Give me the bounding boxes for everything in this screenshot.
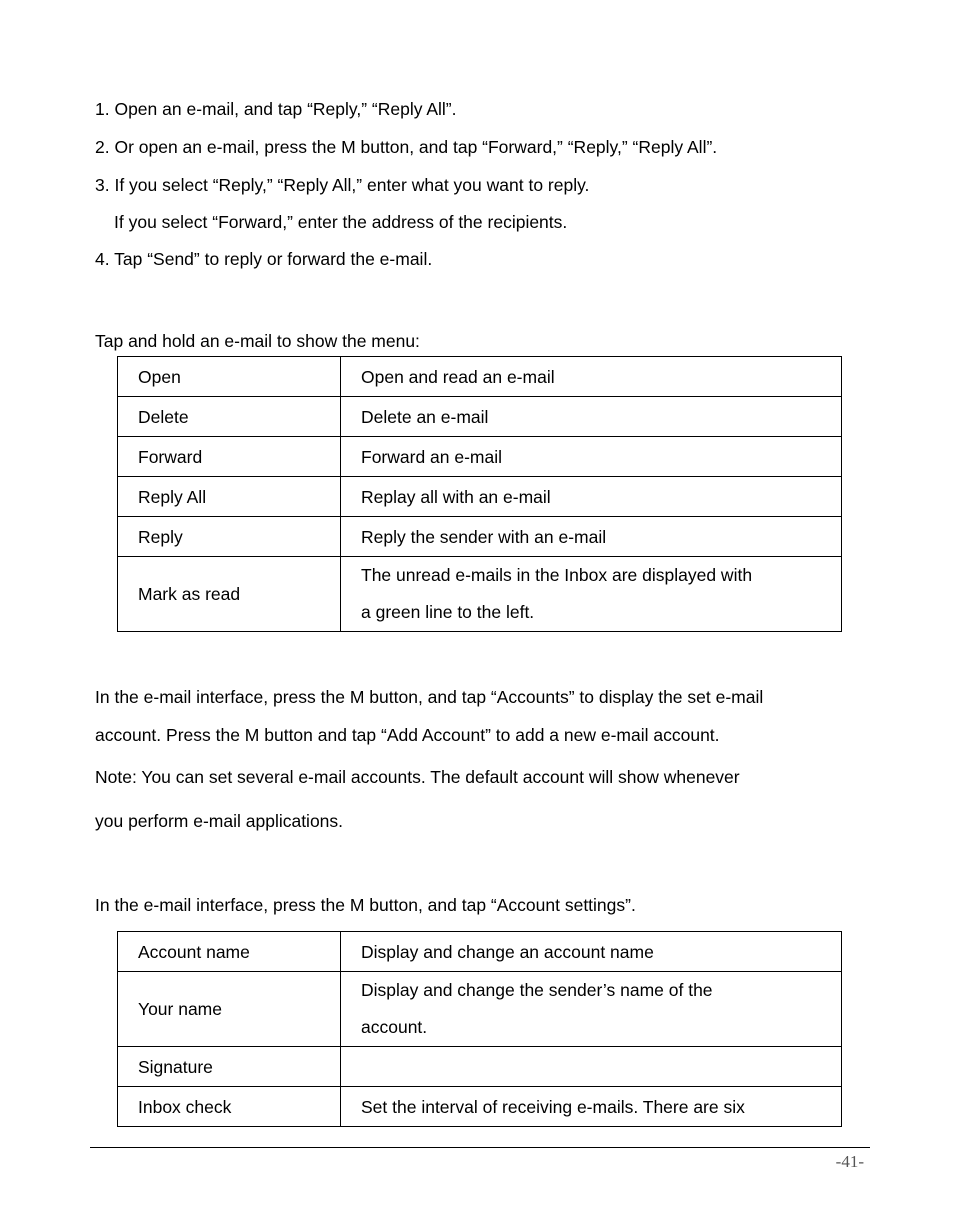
step-4: 4. Tap “Send” to reply or forward the e-mail. [95, 249, 433, 269]
menu-item-name: Reply [118, 517, 341, 557]
description-line-2: a green line to the left. [361, 602, 535, 622]
menu-item-name: Delete [118, 397, 341, 437]
menu-item-description: Reply the sender with an e-mail [341, 517, 842, 557]
settings-intro: In the e-mail interface, press the M button, and tap “Account settings”. [95, 895, 636, 915]
setting-description: Display and change an account name [341, 932, 842, 972]
setting-name: Signature [118, 1047, 341, 1087]
setting-description: Set the interval of receiving e-mails. There are six [341, 1087, 842, 1127]
menu-item-name: Open [118, 357, 341, 397]
menu-item-description: Open and read an e-mail [341, 357, 842, 397]
setting-name: Account name [118, 932, 341, 972]
table-row [118, 972, 842, 1047]
email-menu-table [117, 356, 842, 632]
menu-item-description: Delete an e-mail [341, 397, 842, 437]
table-row [118, 357, 842, 397]
menu-item-description: Forward an e-mail [341, 437, 842, 477]
table-row [118, 397, 842, 437]
accounts-line-1: In the e-mail interface, press the M button, and tap “Accounts” to display the set e-mail [95, 687, 764, 707]
step-2: 2. Or open an e-mail, press the M button, and tap “Forward,” “Reply,” “Reply All”. [95, 137, 718, 157]
menu-item-name: Reply All [118, 477, 341, 517]
step-1: 1. Open an e-mail, and tap “Reply,” “Reply All”. [95, 99, 457, 119]
table-row [118, 517, 842, 557]
menu-item-description [341, 557, 842, 632]
description-line-2: account. [361, 1017, 428, 1037]
menu-item-description: Replay all with an e-mail [341, 477, 842, 517]
accounts-note-line-2: you perform e-mail applications. [95, 811, 344, 831]
setting-description [341, 1047, 842, 1087]
page-number: -41- [835, 1152, 864, 1171]
table-row [118, 932, 842, 972]
table-row [118, 1087, 842, 1127]
accounts-line-2: account. Press the M button and tap “Add Account” to add a new e-mail account. [95, 725, 720, 745]
description-line-1: The unread e-mails in the Inbox are displayed with [361, 565, 753, 585]
setting-name: Your name [118, 972, 341, 1047]
setting-name: Inbox check [118, 1087, 341, 1127]
footer-rule [90, 1147, 870, 1148]
account-settings-table [117, 931, 842, 1127]
step-3-continued: If you select “Forward,” enter the address of the recipients. [114, 212, 568, 232]
table-row [118, 477, 842, 517]
description-line-1: Display and change the sender’s name of the [361, 980, 713, 1000]
table-row [118, 437, 842, 477]
menu-item-name: Forward [118, 437, 341, 477]
menu-item-name: Mark as read [118, 557, 341, 632]
table-row [118, 1047, 842, 1087]
table-row [118, 557, 842, 632]
step-3: 3. If you select “Reply,” “Reply All,” enter what you want to reply. [95, 175, 590, 195]
setting-description [341, 972, 842, 1047]
accounts-note-line-1: Note: You can set several e-mail accounts. The default account will show whenever [95, 767, 740, 787]
menu-intro: Tap and hold an e-mail to show the menu: [95, 331, 420, 351]
